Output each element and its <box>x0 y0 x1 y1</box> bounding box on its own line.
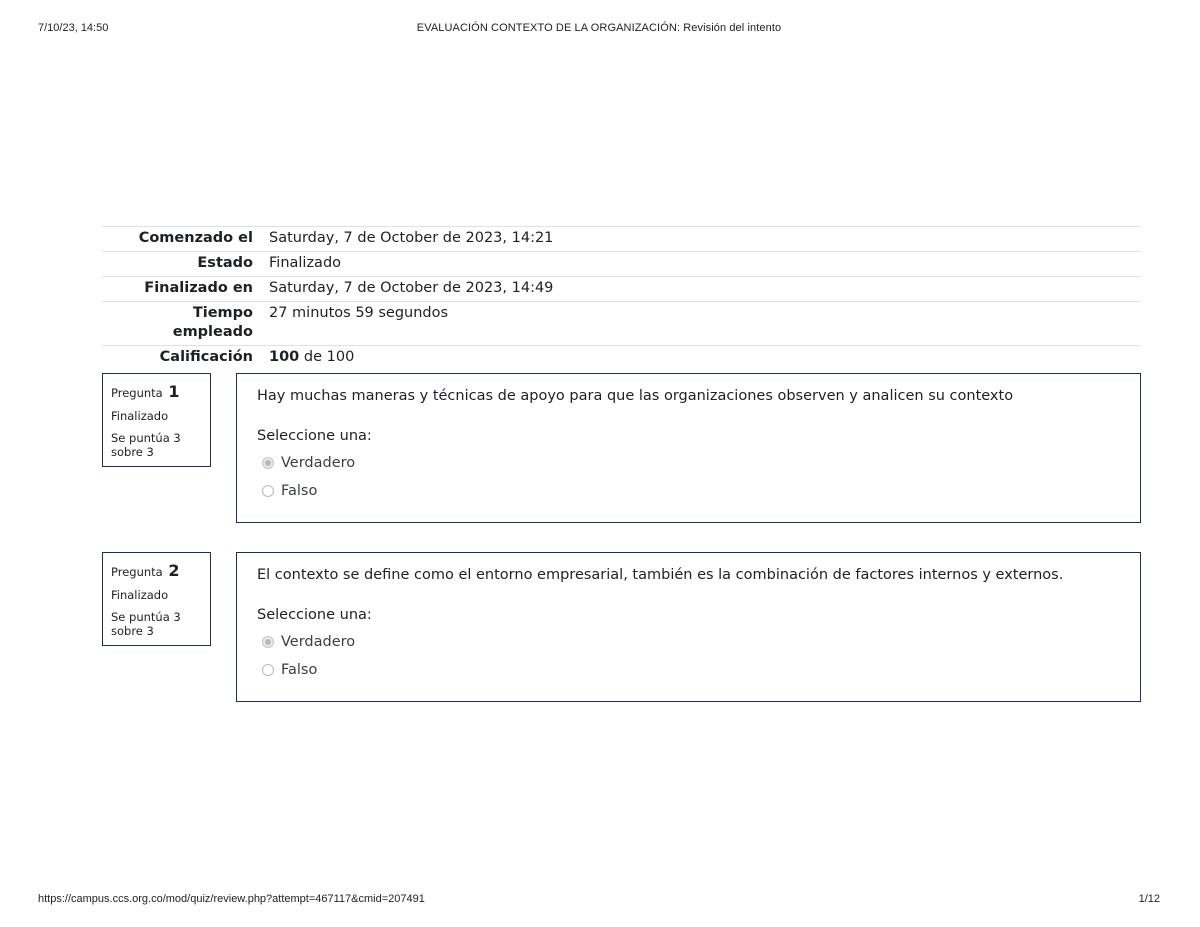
question-label: Pregunta <box>111 386 163 400</box>
question-grade-line: sobre 3 <box>111 445 154 459</box>
summary-label: Finalizado en <box>144 280 253 296</box>
summary-label-line: empleado <box>172 324 253 340</box>
question-info <box>102 552 211 646</box>
answer-label: Verdadero <box>281 455 356 471</box>
print-datetime: 7/10/23, 14:50 <box>38 22 109 34</box>
print-page-number: 1/12 <box>1138 893 1160 905</box>
summary-value: Saturday, 7 de October de 2023, 14:49 <box>269 280 554 296</box>
radio-button[interactable] <box>262 664 274 676</box>
question-grade-line: sobre 3 <box>111 624 154 638</box>
summary-label-line: Tiempo <box>192 305 253 321</box>
summary-label: Estado <box>197 255 253 271</box>
question-state: Finalizado <box>111 588 169 602</box>
radio-button-selected[interactable] <box>262 457 274 469</box>
question-grade <box>111 431 202 459</box>
answer-option[interactable] <box>257 656 1120 684</box>
question-grade-line: Se puntúa 3 <box>111 431 181 445</box>
question-label: Pregunta <box>111 565 163 579</box>
answer-label: Falso <box>281 662 318 678</box>
question-prompt: Seleccione una: <box>257 607 372 623</box>
question-text: Hay muchas maneras y técnicas de apoyo para que las organizaciones observen y analicen su contexto <box>257 388 1014 404</box>
question-content <box>236 552 1141 702</box>
summary-label <box>102 304 269 342</box>
question-number: 1 <box>168 382 180 401</box>
summary-value: Finalizado <box>269 255 342 271</box>
answer-option[interactable] <box>257 628 1120 656</box>
summary-value <box>269 348 1141 367</box>
question-state: Finalizado <box>111 409 169 423</box>
print-footer <box>38 893 1160 907</box>
summary-value: 27 minutos 59 segundos <box>269 305 449 321</box>
question-info <box>102 373 211 467</box>
print-header <box>38 22 1160 36</box>
radio-button[interactable] <box>262 485 274 497</box>
answer-option[interactable] <box>257 477 1120 505</box>
summary-row-grade <box>102 345 1141 370</box>
summary-row-state <box>102 251 1141 276</box>
summary-label: Calificación <box>159 349 253 365</box>
print-title: EVALUACIÓN CONTEXTO DE LA ORGANIZACIÓN: Revisión del intento <box>416 22 782 34</box>
answer-label: Falso <box>281 483 318 499</box>
attempt-summary-table <box>102 226 1141 370</box>
grade-total: de 100 <box>299 349 355 365</box>
summary-row-started <box>102 226 1141 251</box>
summary-value: Saturday, 7 de October de 2023, 14:21 <box>269 230 554 246</box>
question-grade <box>111 610 202 638</box>
print-url: https://campus.ccs.org.co/mod/quiz/review.php?attempt=467117&cmid=207491 <box>38 893 425 905</box>
summary-row-finished <box>102 276 1141 301</box>
question-prompt: Seleccione una: <box>257 428 372 444</box>
answer-label: Verdadero <box>281 634 356 650</box>
question-number: 2 <box>168 561 180 580</box>
grade-score: 100 <box>269 349 300 365</box>
summary-row-time <box>102 301 1141 345</box>
question-content <box>236 373 1141 523</box>
summary-label: Comenzado el <box>138 230 253 246</box>
answer-option[interactable] <box>257 449 1120 477</box>
question-text: El contexto se define como el entorno empresarial, también es la combinación de factores internos y externos. <box>257 567 1064 583</box>
question-grade-line: Se puntúa 3 <box>111 610 181 624</box>
radio-button-selected[interactable] <box>262 636 274 648</box>
